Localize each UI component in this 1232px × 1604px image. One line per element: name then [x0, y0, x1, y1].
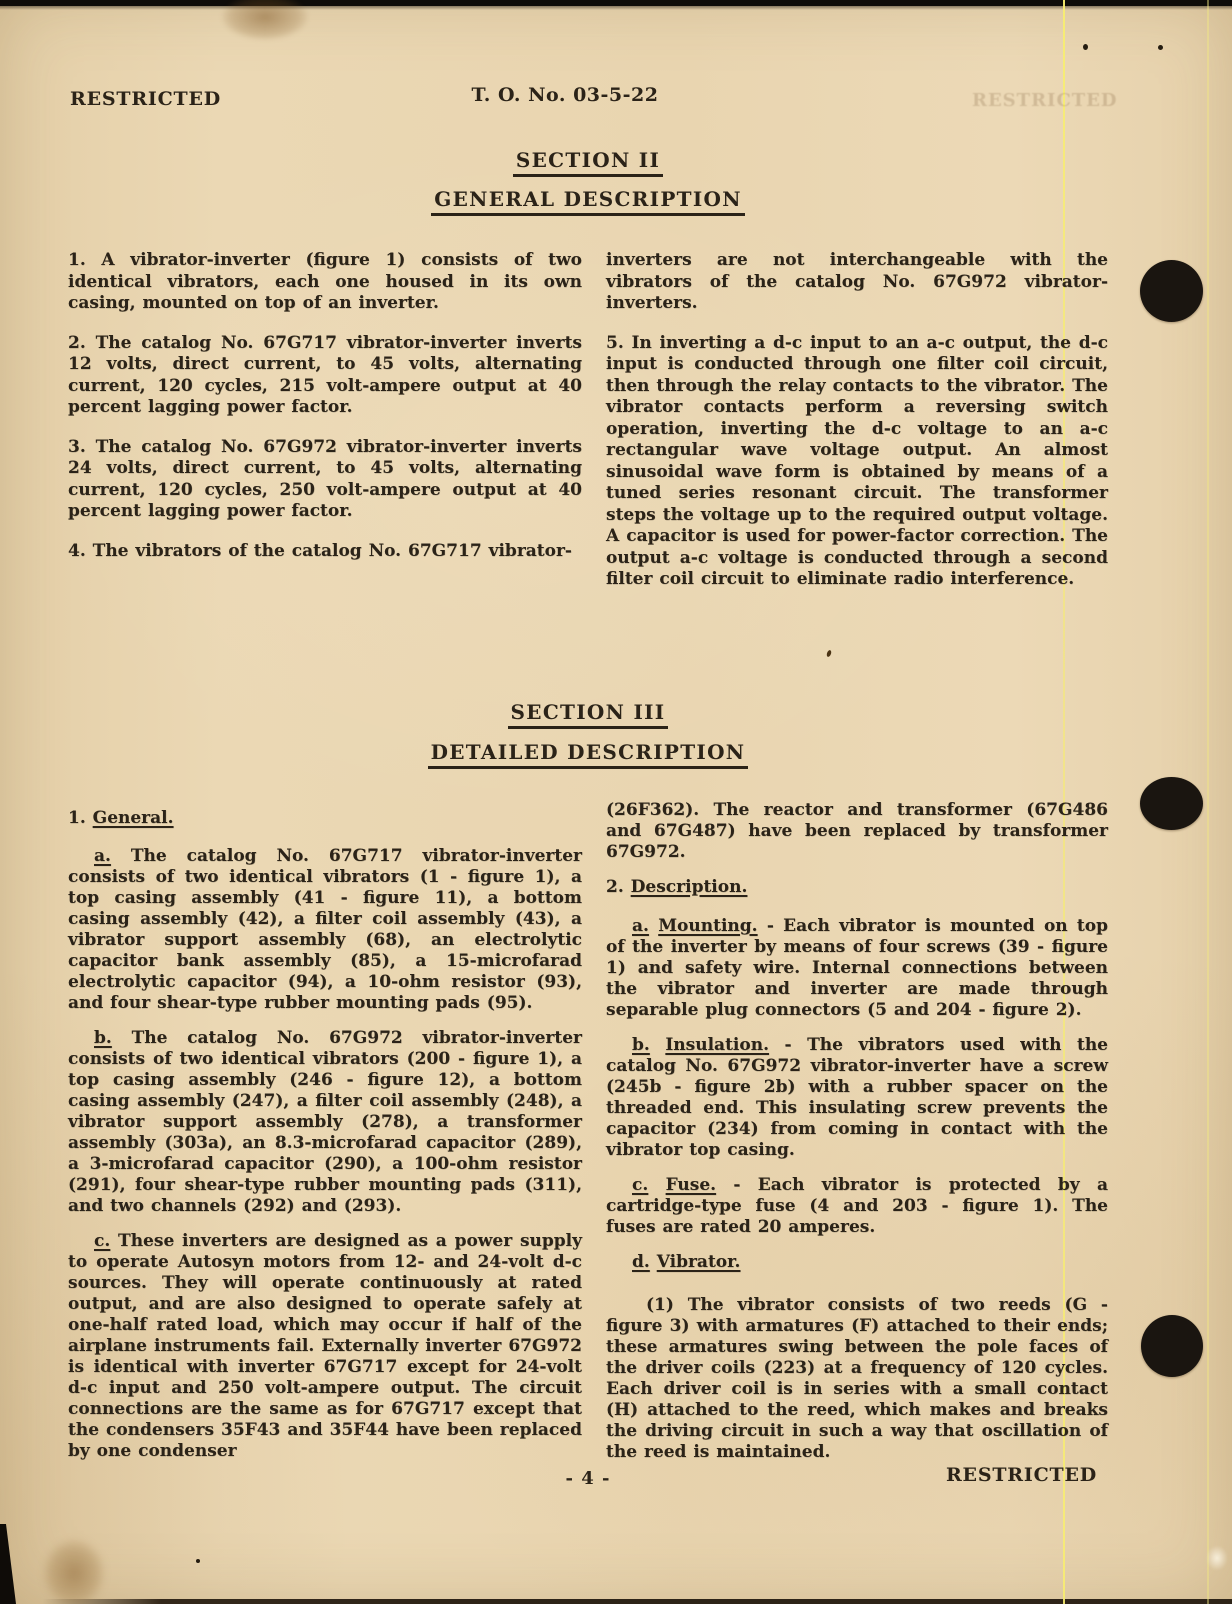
punch-hole-dot	[1141, 1315, 1203, 1377]
footer-restricted-label: RESTRICTED	[945, 1464, 1097, 1486]
paper-spot	[1206, 1545, 1228, 1571]
paragraph-2: 2. The catalog No. 67G717 vibrator-inverter inverts 12 volts, direct current, to 45 volts, alternating current, 120 cycles, 215 volt-ampere output at 40 percent lagging power factor.	[68, 332, 582, 417]
section-iii-left-column	[68, 800, 582, 1477]
section-iii-body	[68, 800, 1108, 1477]
section-ii-title: SECTION II	[513, 148, 663, 177]
paragraph-1: 1. A vibrator-inverter (figure 1) consists of two identical vibrators, each one housed in its own casing, mounted on top of an inverter.	[68, 250, 582, 313]
scanner-streak-line	[1207, 0, 1209, 1604]
paragraph-c-continuation: (26F362). The reactor and transformer (67G486 and 67G487) have been replaced by transformer 67G972.	[606, 800, 1108, 862]
section-ii-right-column	[606, 250, 1108, 609]
paragraph-b-general: b. The catalog No. 67G972 vibrator-inverter consists of two identical vibrators (200 - figure 1), a top casing assembly (246 - figure 12), a bottom casing assembly (247), a filter coil assembly (248), a vibrator support assembly (278), a transformer assembly (303a), an 8.3-microfarad capacitor (289), a 3-microfarad capacitor (290), a 100-ohm resistor (291), four shear-type rubber mounting pads (311), and two channels (292) and (293).	[68, 1028, 582, 1216]
heading-description: 2. Description.	[606, 877, 748, 897]
heading-vibrator: d. Vibrator.	[632, 1252, 741, 1272]
page-number: - 4 -	[565, 1468, 611, 1489]
paragraph-c-general: c. These inverters are designed as a power supply to operate Autosyn motors from 12- and 24-volt d-c sources. They will operate continuously at rated output, and are also designed to operate safely at one-half rated load, which may occur if half of the airplane instruments fail. Externally inverter 67G972 is identical with inverter 67G717 except for 24-volt d-c input and 250 volt-ampere output. The circuit connections are the same as for 67G717 except that the condensers 35F43 and 35F44 have been replaced by one condenser	[68, 1231, 582, 1461]
paragraph-1-vibrator: (1) The vibrator consists of two reeds (G - figure 3) with armatures (F) attached to their ends; these armatures swing between the pole faces of the driver coils (223) at a frequency of 120 cycles. Each driver coil is in series with a small contact (H) attached to the reed, which makes and breaks the driving circuit in such a way that oscillation of the reed is maintained.	[606, 1295, 1108, 1462]
header-restricted-label: RESTRICTED	[70, 88, 222, 110]
punch-hole-dot	[1140, 777, 1203, 830]
section-ii-subtitle: GENERAL DESCRIPTION	[431, 187, 745, 216]
header-technical-order-number: T. O. No. 03-5-22	[471, 84, 659, 106]
section-iii-right-column	[606, 800, 1108, 1477]
scan-top-edge-shadow	[0, 6, 1232, 10]
bleedthrough-text: RESTRICTED	[972, 90, 1118, 111]
paragraph-a-mounting: a. Mounting. - Each vibrator is mounted on top of the inverter by means of four screws (39 - figure 1) and safety wire. Internal connections between the vibrator and inverter are made through separable plug connectors (5 and 204 - figure 2).	[606, 916, 1108, 1020]
paragraph-5: 5. In inverting a d-c input to an a-c output, the d-c input is conducted through one filter coil circuit, then through the relay contacts to the vibrator. The vibrator contacts perform a reversing switch operation, inverting the d-c voltage to an a-c rectangular wave voltage output. An almost sinusoidal wave form is obtained by means of a tuned series resonant circuit. The transformer steps the voltage up to the required output voltage. A capacitor is used for power-factor correction. The output a-c voltage is conducted through a second filter coil circuit to eliminate radio interference.	[606, 332, 1108, 589]
section-iii-subtitle: DETAILED DESCRIPTION	[428, 740, 749, 769]
paragraph-a-general: a. The catalog No. 67G717 vibrator-inverter consists of two identical vibrators (1 - figure 1), a top casing assembly (41 - figure 11), a bottom casing assembly (42), a filter coil assembly (43), a vibrator support assembly (68), an electrolytic capacitor bank assembly (85), a 15-microfarad electrolytic capacitor (94), a 10-ohm resistor (93), and four shear-type rubber mounting pads (95).	[68, 846, 582, 1013]
paragraph-4-continuation: inverters are not interchangeable with the vibrators of the catalog No. 67G972 vibrator-inverters.	[606, 250, 1108, 313]
paragraph-4: 4. The vibrators of the catalog No. 67G717 vibrator-	[68, 540, 572, 561]
section-iii-subheading-row	[68, 740, 1108, 769]
paragraph-c-fuse: c. Fuse. - Each vibrator is protected by a cartridge-type fuse (4 and 203 - figure 1). The fuses are rated 20 amperes.	[606, 1175, 1109, 1237]
paragraph-b-insulation: b. Insulation. - The vibrators used with the catalog No. 67G972 vibrator-inverter have a screw (245b - figure 2b) with a rubber spacer on the threaded end. This insulating screw prevents the capacitor (234) from coming in contact with the vibrator top casing.	[606, 1035, 1108, 1160]
section-ii-body	[68, 250, 1108, 609]
scan-bottom-edge	[42, 1599, 1232, 1604]
section-iii-heading-row	[68, 700, 1108, 729]
ink-speck	[826, 650, 832, 658]
paper-stain	[44, 1540, 104, 1604]
section-ii-left-column	[68, 250, 582, 609]
paragraph-3: 3. The catalog No. 67G972 vibrator-inverter inverts 24 volts, direct current, to 45 volts, alternating current, 120 cycles, 250 volt-ampere output at 40 percent lagging power factor.	[68, 436, 582, 521]
section-iii-title: SECTION III	[508, 700, 669, 729]
section-ii-subheading-row	[68, 187, 1108, 216]
punch-hole-dot	[1140, 260, 1203, 322]
ink-speck	[1083, 44, 1088, 50]
ink-speck	[196, 1559, 200, 1563]
heading-general: 1. General.	[68, 808, 174, 828]
scan-corner-shadow	[0, 1524, 18, 1604]
ink-speck	[1158, 45, 1163, 50]
section-ii-heading-row	[68, 148, 1108, 177]
